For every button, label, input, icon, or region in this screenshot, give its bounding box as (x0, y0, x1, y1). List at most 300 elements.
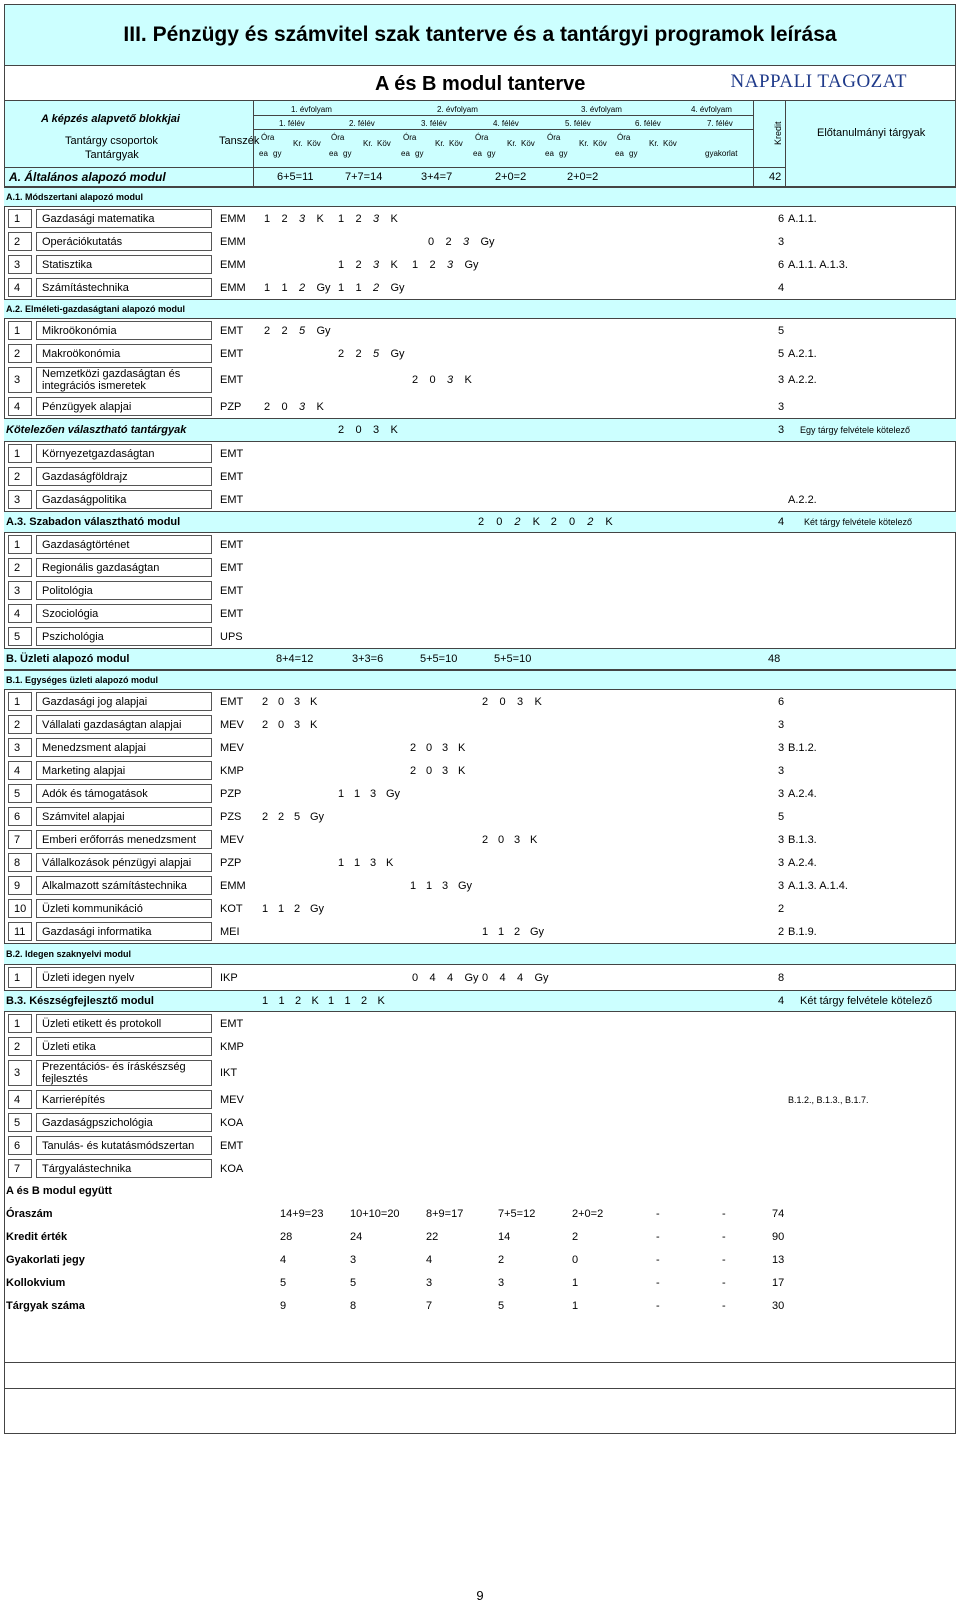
summary-value: 3 (350, 1253, 357, 1266)
table-row (4, 648, 956, 670)
course-name: Gazdaságföldrajz (42, 470, 128, 483)
prereq-value: A.1.1. A.1.3. (788, 258, 848, 271)
gy-label: gy (487, 149, 496, 158)
dept-code: PZS (220, 810, 242, 823)
ea-label: ea (401, 149, 410, 158)
row-number: 7 (14, 833, 21, 846)
course-name: Számítástechnika (42, 281, 129, 294)
row-number: 2 (14, 470, 21, 483)
course-value: 3 (442, 879, 449, 892)
course-value: Gy (316, 324, 331, 337)
table-row (4, 395, 956, 418)
course-value: Gy (390, 347, 405, 360)
ora-label: Óra (331, 133, 345, 142)
course-value: Gy (386, 787, 401, 800)
course-value: 3 (517, 695, 524, 708)
summary-value: - (656, 1299, 660, 1312)
row-number: 2 (14, 1040, 21, 1053)
course-value: 4 (517, 971, 524, 984)
table-row (4, 365, 956, 395)
ora-label: Óra (475, 133, 489, 142)
course-name: Statisztika (42, 258, 93, 271)
summary-value: 4 (280, 1253, 287, 1266)
course-value: 3 (294, 695, 301, 708)
course-name: Gazdasági jog alapjai (42, 695, 148, 708)
course-value: K (532, 516, 540, 528)
course-value: 2 (373, 281, 380, 294)
summary-value: 2 (498, 1253, 505, 1266)
course-value: 2 (482, 695, 489, 708)
summary-value: 30 (772, 1299, 785, 1312)
table-row (4, 670, 956, 690)
table-row (4, 736, 956, 759)
row-number: 8 (14, 856, 21, 869)
course-value: 3 (442, 741, 449, 754)
course-name: Menedzsment alapjai (42, 741, 146, 754)
table-row (4, 1271, 956, 1294)
ea-label: ea (615, 149, 624, 158)
course-value: 3 (447, 374, 454, 386)
summary-value: - (656, 1230, 660, 1243)
dept-code: KOA (220, 1162, 244, 1175)
course-value: K (458, 741, 466, 754)
semester-label: 5. félév (565, 119, 591, 128)
row-number: 2 (14, 347, 21, 360)
semester-label: 1. félév (279, 119, 305, 128)
table-row (4, 556, 956, 579)
course-value: 0 (429, 374, 436, 386)
course-value: Gy (530, 925, 545, 938)
summary-value: - (656, 1207, 660, 1220)
course-value: K (530, 833, 538, 846)
header-groups: Tantárgy csoportok (65, 135, 158, 147)
credit-value: 3 (778, 856, 785, 869)
section-label: B.3. Készségfejlesztő modul (6, 995, 154, 1007)
dept-code: KMP (220, 764, 244, 777)
row-number: 11 (14, 925, 26, 938)
table-row (4, 418, 956, 442)
section-label: B.1. Egységes üzleti alapozó modul (6, 675, 159, 685)
table-row (4, 342, 956, 365)
course-value: 0 (499, 695, 506, 708)
table-row (4, 805, 956, 828)
credit-value: 6 (778, 258, 785, 271)
dept-code: MEV (220, 741, 244, 754)
course-value: 1 (262, 995, 269, 1007)
table-row (4, 442, 956, 465)
summary-value: - (722, 1299, 726, 1312)
ea-label: ea (545, 149, 554, 158)
course-name: Környezetgazdaságtan (42, 447, 155, 460)
credit-value: 2 (778, 925, 785, 938)
row-number: 3 (14, 584, 21, 597)
table-row (4, 1157, 956, 1180)
table-row (4, 187, 956, 207)
summary-value: 22 (426, 1230, 439, 1243)
note-label: Két tárgy felvétele kötelező (800, 995, 933, 1007)
year-label: 2. évfolyam (437, 105, 478, 114)
course-name: Gazdaságpolitika (42, 493, 127, 506)
prereq-value: A.1.3. A.1.4. (788, 879, 848, 892)
course-name: Operációkutatás (42, 235, 123, 248)
course-value: 0 (428, 235, 435, 248)
course-value: 2 (264, 400, 271, 413)
table-row (4, 943, 956, 965)
course-value: 2 (355, 212, 362, 225)
course-value: 3 (299, 400, 306, 413)
course-value: 1 (328, 995, 335, 1007)
module-title: A és B modul tanterve (375, 73, 586, 95)
summary-value: 9 (280, 1299, 287, 1312)
module-sum: 8+4=12 (276, 653, 314, 665)
row-number: 4 (14, 1093, 21, 1106)
year-label: 1. évfolyam (291, 105, 332, 114)
header-subjects: Tantárgyak (85, 149, 139, 161)
credit-value: 5 (778, 810, 785, 823)
course-value: 2 (429, 258, 436, 271)
summary-value: 90 (772, 1230, 785, 1243)
credit-value: 3 (778, 235, 785, 248)
course-name: Karrierépítés (42, 1093, 105, 1106)
table-row (4, 828, 956, 851)
row-number: 1 (14, 538, 21, 551)
prereq-value: B.1.3. (788, 833, 817, 846)
gy-label: gy (415, 149, 424, 158)
credit-value: 3 (778, 741, 785, 754)
course-name: Gazdasági matematika (42, 212, 155, 225)
course-value: 1 (278, 995, 285, 1007)
kr-label: Kr. (579, 139, 589, 148)
ea-label: ea (473, 149, 482, 158)
table-row (4, 1134, 956, 1157)
credit-value: 3 (778, 718, 785, 731)
course-name: Üzleti etikett és protokoll (42, 1017, 162, 1030)
summary-label: Gyakorlati jegy (6, 1253, 85, 1266)
credit-value: 3 (778, 787, 785, 800)
course-value: 3 (370, 856, 377, 869)
summary-value: 2+0=2 (572, 1207, 604, 1220)
semester-label: 4. félév (493, 119, 519, 128)
dept-code: MEV (220, 718, 244, 731)
module-a-sum-4: 2+0=2 (495, 171, 527, 183)
course-value: K (386, 856, 394, 869)
table-row (4, 690, 956, 713)
course-name: Tanulás- és kutatásmódszertan (42, 1139, 195, 1152)
year-label: 4. évfolyam (691, 105, 732, 114)
section-label: A és B modul együtt (6, 1185, 112, 1197)
course-value: 0 (355, 424, 362, 436)
course-value: 2 (445, 235, 452, 248)
dept-code: EMT (220, 1139, 244, 1152)
dept-code: MEV (220, 833, 244, 846)
row-number: 4 (14, 281, 21, 294)
course-value: K (377, 995, 385, 1007)
dept-code: EMT (220, 374, 244, 386)
table-row (4, 920, 956, 943)
ora-label: Óra (261, 133, 275, 142)
note-label: Egy tárgy felvétele kötelező (800, 425, 911, 435)
section-label: A.2. Elméleti-gazdaságtani alapozó modul (6, 304, 186, 314)
sub-header (4, 66, 956, 101)
table-row (4, 319, 956, 342)
summary-value: 74 (772, 1207, 785, 1220)
table-row (4, 579, 956, 602)
section-label: Kötelezően választható tantárgyak (6, 424, 187, 436)
dept-code: MEI (220, 925, 240, 938)
table-row (4, 230, 956, 253)
course-value: K (605, 516, 613, 528)
course-value: 1 (338, 281, 345, 294)
row-number: 2 (14, 718, 21, 731)
course-value: 4 (499, 971, 506, 984)
course-value: 2 (281, 324, 288, 337)
credit-value: 2 (778, 902, 785, 915)
section-label: B.2. Idegen szaknyelvi modul (6, 949, 132, 959)
credit-value: 3 (778, 400, 785, 413)
summary-value: 5 (498, 1299, 505, 1312)
credit-value: 3 (778, 424, 785, 436)
prereq-value: A.1.1. (788, 212, 817, 225)
table-row (4, 897, 956, 920)
table-row (4, 1202, 956, 1225)
course-value: 1 (412, 258, 419, 271)
course-value: 1 (355, 281, 362, 294)
row-number: 2 (14, 561, 21, 574)
course-value: 2 (294, 902, 301, 915)
ea-label: ea (259, 149, 268, 158)
credit-value: 3 (778, 833, 785, 846)
table-row (4, 465, 956, 488)
kov-label: Köv (307, 139, 321, 148)
summary-value: 10+10=20 (350, 1207, 400, 1220)
table-row (4, 851, 956, 874)
table-row (4, 253, 956, 276)
semester-label: 6. félév (635, 119, 661, 128)
course-name: Üzleti etika (42, 1040, 96, 1053)
table-row (4, 1058, 956, 1088)
course-value: 4 (447, 971, 454, 984)
page-number: 9 (476, 1588, 484, 1603)
kov-label: Köv (663, 139, 677, 148)
prereq-value: B.1.2., B.1.3., B.1.7. (788, 1094, 869, 1105)
note-label: Két tárgy felvétele kötelező (804, 517, 913, 527)
course-value: 1 (344, 995, 351, 1007)
table-row (4, 1088, 956, 1111)
row-number: 1 (14, 447, 21, 460)
summary-value: 8 (350, 1299, 357, 1312)
course-value: 2 (412, 374, 419, 386)
course-value: 3 (447, 258, 454, 271)
course-value: 1 (482, 925, 489, 938)
module-a-sum-1: 6+5=11 (277, 171, 314, 183)
dept-code: EMT (220, 561, 244, 574)
course-value: K (310, 718, 318, 731)
course-name: Politológia (42, 584, 93, 597)
dept-code: EMT (220, 695, 244, 708)
table-row (4, 299, 956, 319)
course-name: Makroökonómia (42, 347, 121, 360)
row-number: 5 (14, 787, 21, 800)
course-value: 0 (569, 516, 576, 528)
table-row (4, 533, 956, 556)
credit-value: 48 (768, 653, 781, 665)
course-name: Tárgyalástechnika (42, 1162, 132, 1175)
credit-value: 6 (778, 212, 785, 225)
course-value: 0 (278, 718, 285, 731)
course-value: 2 (281, 212, 288, 225)
divider (4, 1388, 956, 1389)
dept-code: EMT (220, 1017, 244, 1030)
table-row (4, 874, 956, 897)
course-value: Gy (316, 281, 331, 294)
semester-label: 2. félév (349, 119, 375, 128)
course-value: 1 (498, 925, 505, 938)
summary-value: 4 (426, 1253, 433, 1266)
row-number: 6 (14, 1139, 21, 1152)
course-name: Marketing alapjai (42, 764, 126, 777)
summary-value: - (722, 1230, 726, 1243)
course-name: Vállalkozások pénzügyi alapjai (42, 856, 192, 869)
prereq-value: B.1.9. (788, 925, 817, 938)
course-value: Gy (464, 258, 479, 271)
summary-value: 7 (426, 1299, 433, 1312)
course-name: Üzleti idegen nyelv (42, 971, 135, 984)
gy-label: gy (629, 149, 638, 158)
course-value: K (534, 695, 542, 708)
prereq-value: B.1.2. (788, 741, 817, 754)
table-row (4, 1294, 956, 1317)
dept-code: IKT (220, 1067, 238, 1079)
row-number: 4 (14, 764, 21, 777)
kr-label: Kr. (293, 139, 303, 148)
summary-value: 7+5=12 (498, 1207, 536, 1220)
course-value: Gy (534, 971, 549, 984)
course-value: K (310, 695, 318, 708)
summary-value: - (656, 1253, 660, 1266)
course-value: K (390, 258, 398, 271)
course-value: 1 (338, 787, 345, 800)
course-value: 2 (278, 810, 285, 823)
course-name: Emberi erőforrás menedzsment (42, 833, 197, 846)
table-row (4, 1225, 956, 1248)
dept-code: EMM (220, 258, 246, 271)
kov-label: Köv (449, 139, 463, 148)
divider (4, 1362, 956, 1363)
dept-code: EMM (220, 235, 246, 248)
row-number: 1 (14, 971, 21, 984)
credit-value: 8 (778, 971, 785, 984)
dept-code: EMM (220, 879, 246, 892)
course-value: K (390, 212, 398, 225)
table-row (4, 625, 956, 648)
credit-value: 4 (778, 995, 785, 1007)
page-title: III. Pénzügy és számvitel szak tanterve és a tantárgyi programok leírása (4, 4, 956, 66)
kr-label: Kr. (649, 139, 659, 148)
course-value: K (390, 424, 398, 436)
summary-value: 24 (350, 1230, 363, 1243)
header-prereq: Előtanulmányi tárgyak (817, 127, 926, 139)
summary-value: 0 (572, 1253, 579, 1266)
row-number: 5 (14, 1116, 21, 1129)
dept-code: PZP (220, 856, 242, 869)
summary-value: 5 (280, 1276, 287, 1289)
summary-label: Tárgyak száma (6, 1299, 85, 1312)
credit-value: 5 (778, 347, 785, 360)
course-value: Gy (458, 879, 473, 892)
semester-label: 3. félév (421, 119, 447, 128)
table-header (4, 101, 956, 187)
table-row (4, 965, 956, 990)
kr-label: Kr. (507, 139, 517, 148)
row-number: 1 (14, 1017, 21, 1030)
row-number: 5 (14, 630, 21, 643)
dept-code: PZP (220, 787, 242, 800)
course-value: 2 (355, 258, 362, 271)
course-value: 3 (370, 787, 377, 800)
gy-label: gy (559, 149, 568, 158)
row-number: 1 (14, 212, 21, 225)
course-value: 1 (410, 879, 417, 892)
table-row (4, 511, 956, 533)
credit-value: 4 (778, 281, 785, 294)
course-value: 2 (262, 810, 269, 823)
course-name: Gazdaságtörténet (42, 538, 130, 551)
table-row (4, 782, 956, 805)
summary-value: 17 (772, 1276, 785, 1289)
row-number: 3 (14, 374, 21, 386)
course-value: 2 (295, 995, 302, 1007)
table-row (4, 713, 956, 736)
course-value: 2 (410, 741, 417, 754)
course-value: 3 (373, 258, 380, 271)
course-value: 1 (262, 902, 269, 915)
course-value: 5 (299, 324, 306, 337)
module-a-label: A. Általános alapozó modul (9, 170, 166, 184)
course-value: 3 (294, 718, 301, 731)
prereq-value: A.2.4. (788, 787, 817, 800)
row-number: 4 (14, 607, 21, 620)
module-a-sum-5: 2+0=2 (567, 171, 599, 183)
row-number: 6 (14, 810, 21, 823)
dept-code: EMM (220, 212, 246, 225)
row-number: 3 (14, 1067, 21, 1079)
summary-label: Kredit érték (6, 1230, 68, 1243)
course-value: K (458, 764, 466, 777)
dept-code: IKP (220, 971, 238, 984)
course-name: Pszichológia (42, 630, 104, 643)
row-number: 1 (14, 695, 21, 708)
course-name: Mikroökonómia (42, 324, 117, 337)
table-row (4, 759, 956, 782)
course-value: 1 (281, 281, 288, 294)
course-value: 2 (338, 424, 345, 436)
course-value: 3 (463, 235, 470, 248)
header-blocks: A képzés alapvető blokkjai (41, 113, 180, 125)
row-number: 9 (14, 879, 21, 892)
prereq-value: A.2.1. (788, 347, 817, 360)
course-value: 5 (294, 810, 301, 823)
prereq-value: A.2.2. (788, 374, 817, 386)
course-value: K (316, 400, 324, 413)
course-value: 2 (299, 281, 306, 294)
course-value: 5 (373, 347, 380, 360)
semester-label: 7. félév (707, 119, 733, 128)
dept-code: EMT (220, 347, 244, 360)
course-name: Számvitel alapjai (42, 810, 125, 823)
summary-value: 3 (498, 1276, 505, 1289)
course-value: 2 (514, 925, 521, 938)
summary-value: 28 (280, 1230, 293, 1243)
